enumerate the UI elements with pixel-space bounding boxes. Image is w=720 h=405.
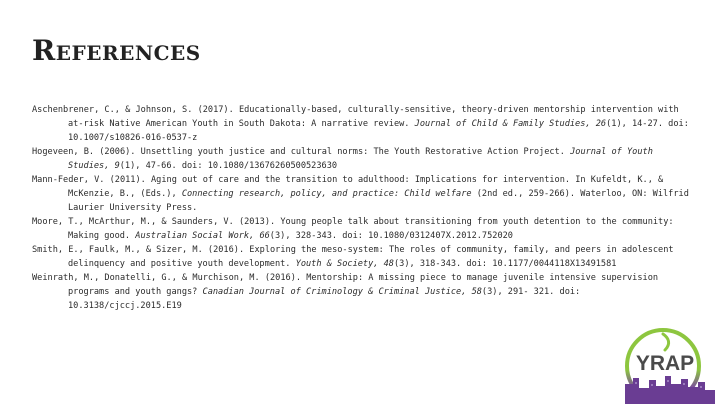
reference-item bbox=[32, 215, 694, 243]
reference-item bbox=[32, 271, 694, 313]
reference-text: Aschenbrener, C., & Johnson, S. (2017). Educationally-based, culturally-sensitive, theory-driven mentorship intervention with at-risk Native American Youth in South Dakota: A narrative review. bbox=[32, 105, 679, 129]
reference-source: Journal of Youth Studies, 9 bbox=[68, 147, 653, 171]
reference-source: Youth & Society, 48 bbox=[295, 259, 394, 269]
reference-text: Smith, E., Faulk, M., & Sizer, M. (2016). Exploring the meso-system: The roles of community, family, and peers in adolescent delinquency and positive youth development. bbox=[32, 245, 674, 269]
logo-text: YRAP bbox=[635, 352, 695, 375]
reference-details: (1), 47-66. doi: 10.1080/13676260500523630 bbox=[119, 161, 338, 171]
reference-source: Journal of Child & Family Studies, 26 bbox=[414, 119, 607, 129]
reference-source: Connecting research, policy, and practice: Child welfare bbox=[181, 189, 472, 199]
reference-item bbox=[32, 243, 694, 271]
reference-details: (3), 291- 321. doi: 10.3138/cjccj.2015.E19 bbox=[68, 287, 581, 311]
reference-details: (2nd ed., 259-266). Waterloo, ON: Wilfrid Laurier University Press. bbox=[68, 189, 689, 213]
skyline-icon bbox=[625, 376, 715, 404]
reference-item bbox=[32, 103, 694, 145]
reference-details: (3), 318-343. doi: 10.1177/0044118X13491581 bbox=[393, 259, 617, 269]
reference-details: (3), 328-343. doi: 10.1080/0312407X.2012.752020 bbox=[269, 231, 513, 241]
page-title: References bbox=[32, 34, 201, 67]
reference-text: Weinrath, M., Donatelli, G., & Murchison, M. (2016). Mentorship: A missing piece to manage juvenile intensive supervision programs and youth gangs? bbox=[32, 273, 659, 297]
reference-details: (1), 14-27. doi: 10.1007/s10826-016-0537-z bbox=[68, 119, 689, 143]
reference-text: Moore, T., McArthur, M., & Saunders, V. (2013). Young people talk about transitioning from youth detention to the community: Making good. bbox=[32, 217, 674, 241]
yrap-logo bbox=[619, 322, 717, 404]
reference-source: Canadian Journal of Criminology & Criminal Justice, 58 bbox=[202, 287, 482, 297]
reference-text: Mann-Feder, V. (2011). Aging out of care and the transition to adulthood: Implications for intervention. In Kufeldt, K., & McKenzie, B., (Eds.), bbox=[32, 175, 664, 199]
reference-list bbox=[32, 103, 694, 313]
reference-item bbox=[32, 145, 694, 173]
reference-text: Hogeveen, B. (2006). Unsettling youth justice and cultural norms: The Youth Restorative Action Project. bbox=[32, 147, 571, 157]
reference-source: Australian Social Work, 66 bbox=[135, 231, 270, 241]
reference-item bbox=[32, 173, 694, 215]
